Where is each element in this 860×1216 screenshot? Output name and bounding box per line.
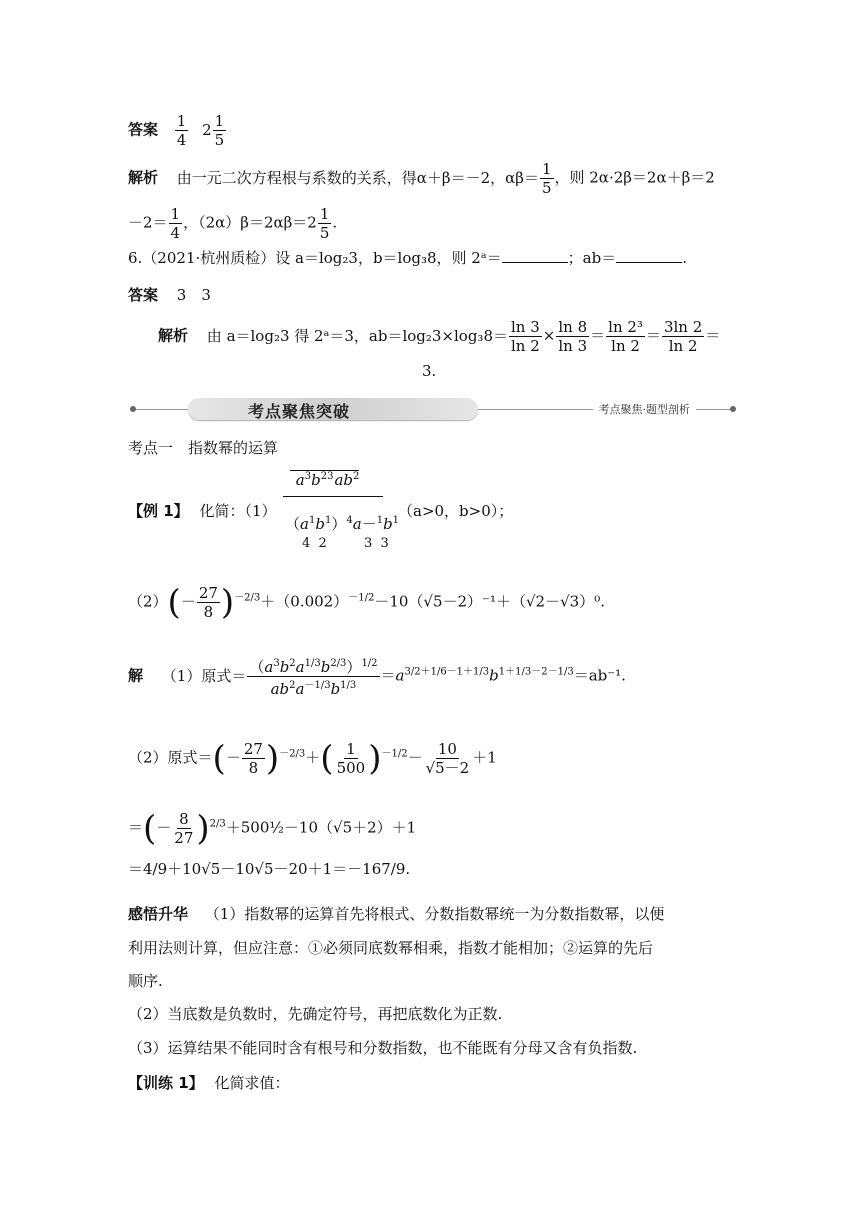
q6-text: 6.（2021·杭州质检）设 a＝log₂3，b＝log₃8，则 2ᵃ＝	[128, 249, 502, 267]
ln-fraction-4: $\frac{3\ln 2}{\ln 2}$	[663, 318, 703, 355]
section-tag: 考点聚焦·题型剖析	[593, 401, 697, 417]
analysis-line2-frac2: $\frac{1}{5}$	[319, 205, 330, 242]
q5-analysis-line2: －2＝ $\frac{1}{4}$ ，（2α）β＝2αβ＝2 $\frac{1}{5}$ .	[128, 205, 338, 242]
analysis-line2-a: －2＝	[128, 213, 168, 232]
topic-title: 考点一 指数幂的运算	[128, 439, 279, 457]
solution-label: 解	[128, 666, 144, 685]
denominator-subscripts: 4 2 3 3	[302, 536, 389, 551]
q6-result: 3.	[422, 362, 437, 380]
analysis-tail: ，则 2α·2β＝2α＋β＝2	[554, 168, 715, 187]
example1-fraction-numerator: $a^3b^{23}ab^2$	[290, 466, 359, 491]
solution2: （2）原式＝(－ $\frac{27}{8}$ )$^{-2/3}$＋( $\frac{1}{500}$ )$^{-1/2}$－ $\frac{10}{√5-2}$ ＋1	[128, 738, 497, 779]
q5-analysis-line1	[128, 160, 715, 197]
q6-answer-line	[128, 284, 211, 306]
ln-fraction-3: $\frac{\text{ln 2³}}{\ln 2}$	[608, 318, 643, 355]
q6-blank-1[interactable]	[502, 248, 568, 263]
insight-p1b: 利用法则计算，但应注意：①必须同底数幂相乘，指数才能相加；②运算的先后	[128, 939, 654, 957]
ln-fraction-2: $\frac{\ln 8}{\ln 3}$	[558, 318, 588, 355]
analysis-text: 由一元二次方程根与系数的关系，得α＋β＝－2，αβ＝	[176, 168, 539, 187]
training-text: 化简求值：	[214, 1074, 290, 1092]
insight-label: 感悟升华	[128, 905, 189, 923]
section-divider	[130, 398, 736, 420]
solution1: 解 （1）原式＝ $\frac{(a^3b^2a^{1/3}b^{2/3})^{1/2}}{ab^2a^{-1/3}b^{1/3}}$ $=a^{3/2+1/6-1+1/3}b^{1+1/3-2-1/3}=ab^{-1}$.	[128, 655, 626, 698]
example-text: 化简：（1）	[199, 502, 277, 520]
q6-analysis-text: 由 a＝log₂3 得 2ᵃ＝3，ab＝log₂3×log₃8＝	[206, 326, 508, 345]
example1-fraction-bar	[283, 496, 383, 497]
q5-answer-line	[128, 112, 227, 149]
training1	[128, 1072, 289, 1094]
q6-blank-2[interactable]	[616, 248, 682, 263]
analysis-line2-frac: $\frac{1}{4}$	[170, 205, 181, 242]
answer-label: 答案	[128, 120, 159, 139]
divider-dot-right	[730, 406, 736, 412]
analysis-label: 解析	[158, 326, 189, 345]
example-label: 【例 1】	[128, 502, 189, 520]
q6-answer: 3 3	[176, 286, 211, 304]
solution3: ＝(－ $\frac{8}{27}$ )$^{2/3}$＋500½－10（√5＋2）＋1	[128, 808, 417, 849]
analysis-line2-b: ，（2α）β＝2αβ＝2	[183, 213, 317, 232]
analysis-fraction: $\frac{1}{5}$	[541, 160, 552, 197]
example1-label-line	[128, 500, 277, 522]
example1-part2: （2）(－ $\frac{27}{8}$ )$^{-2/3}+(0.002)^{-1/2}-10(√5-2)^{-1}+(√2-√3)^0$.	[128, 582, 605, 623]
example1-fraction-denominator: $(a^1b^1)^4a-^1b^1$	[285, 515, 400, 533]
insight-p3: （3）运算结果不能同时含有根号和分数指数，也不能既有分母又含有负指数.	[128, 1039, 638, 1057]
example1-condition: （a>0，b>0）；	[398, 502, 514, 520]
insight-p1c: 顺序.	[128, 972, 163, 990]
answer-label: 答案	[128, 286, 159, 304]
section-banner-text: 考点聚焦突破	[248, 402, 351, 421]
insight-p1: 感悟升华 （1）指数幂的运算首先将根式、分数指数幂统一为分数指数幂，以便	[128, 905, 665, 923]
insight-p2: （2）当底数是负数时，先确定符号，再把底数化为正数.	[128, 1005, 503, 1023]
answer-whole: 2	[202, 120, 212, 139]
solution4: ＝4/9＋10√5－10√5－20＋1＝－167/9.	[128, 860, 411, 878]
analysis-label: 解析	[128, 168, 159, 187]
training-label: 【训练 1】	[128, 1074, 204, 1092]
answer-fraction: $\frac{1}{4}$	[176, 112, 187, 149]
q6-analysis-line: 解析 由 a＝log₂3 得 2ᵃ＝3，ab＝log₂3×log₃8＝ $\frac{\ln 3}{\ln 2}$ × $\frac{\ln 8}{\ln 3}$ ＝ $\frac{\text{ln 2³}}{\ln 2}$ ＝ $\frac{3\ln 2}{\ln 2}$ ＝	[158, 318, 721, 355]
q6-question: 6.（2021·杭州质检）设 a＝log₂3，b＝log₃8，则 2ᵃ＝ ；ab＝ .	[128, 249, 687, 267]
ln-fraction-1: $\frac{\ln 3}{\ln 2}$	[511, 318, 540, 355]
answer-fraction-2: $\frac{1}{5}$	[214, 112, 225, 149]
section-banner	[188, 398, 478, 420]
divider-dot-left	[130, 406, 136, 412]
